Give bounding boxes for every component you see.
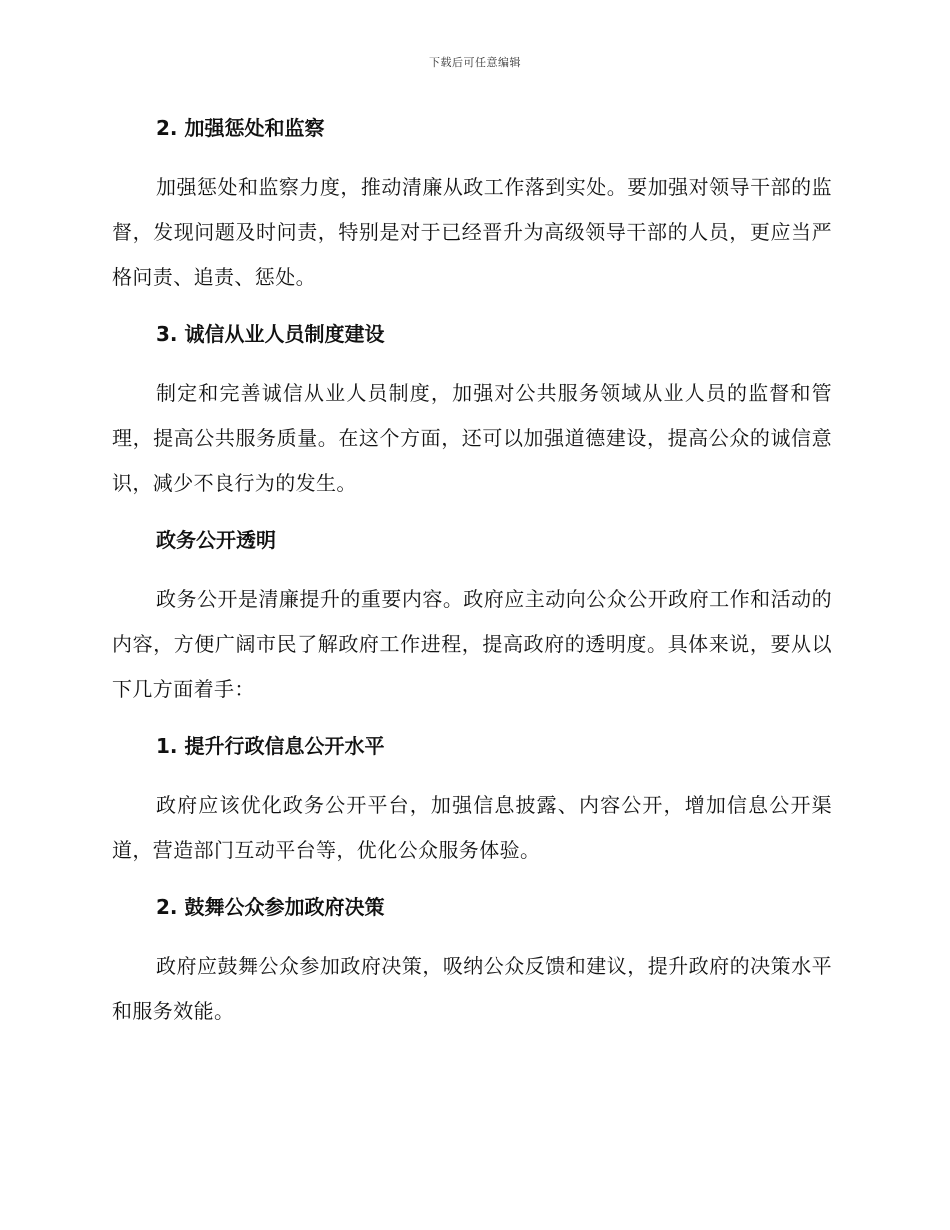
section-heading-public-participation: 2. 鼓舞公众参加政府决策 (156, 895, 385, 919)
section-heading-info-disclosure: 1. 提升行政信息公开水平 (156, 734, 385, 758)
paragraph-integrity-system: 制定和完善诚信从业人员制度，加强对公共服务领域从业人员的监督和管理，提高公共服务质量。在这个方面，还可以加强道德建设，提高公众的诚信意识，减少不良行为的发生。 (112, 381, 832, 495)
paragraph-info-disclosure: 政府应该优化政务公开平台，加强信息披露、内容公开，增加信息公开渠道，营造部门互动平台等，优化公众服务体验。 (112, 793, 832, 862)
paragraph-public-participation: 政府应鼓舞公众参加政府决策，吸纳公众反馈和建议，提升政府的决策水平和服务效能。 (112, 954, 832, 1023)
header-note: 下载后可任意编辑 (429, 56, 521, 69)
paragraph-punishment: 加强惩处和监察力度，推动清廉从政工作落到实处。要加强对领导干部的监督，发现问题及时问责，特别是对于已经晋升为高级领导干部的人员，更应当严格问责、追责、惩处。 (112, 175, 832, 289)
section-heading-transparency: 政务公开透明 (156, 528, 276, 552)
paragraph-transparency: 政务公开是清廉提升的重要内容。政府应主动向公众公开政府工作和活动的内容，方便广阔市民了解政府工作进程，提高政府的透明度。具体来说，要从以下几方面着手： (112, 587, 832, 701)
section-heading-integrity-system: 3. 诚信从业人员制度建设 (156, 322, 385, 346)
section-heading-punishment: 2. 加强惩处和监察 (156, 116, 325, 140)
document-body (112, 112, 832, 1034)
